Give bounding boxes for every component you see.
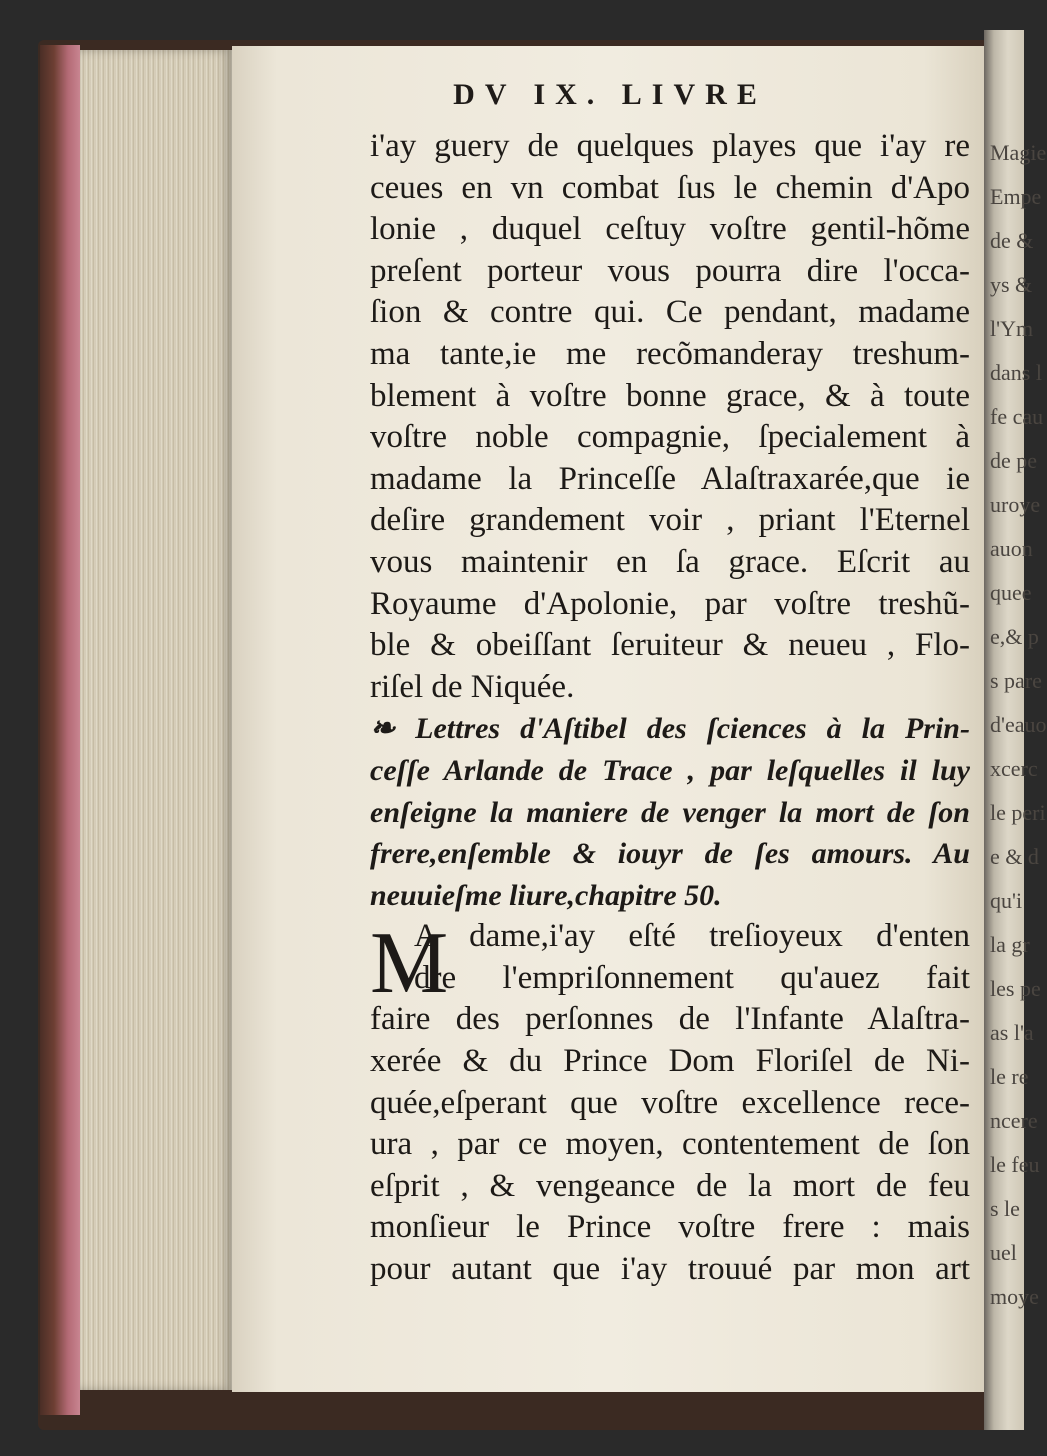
adjacent-page-fragment: s pare — [990, 668, 1042, 693]
body-text — [370, 126, 970, 708]
body-line: i'ay guery de quelques playes que i'ay re — [370, 128, 970, 164]
body-line: lonie , duquel ceſtuy voſtre gentil-hõme — [370, 211, 970, 248]
adjacent-page-fragment: le re — [990, 1064, 1029, 1089]
adjacent-page-fragment: de pe — [990, 448, 1038, 473]
body-line: blement à voſtre bonne grace, & à toute — [370, 377, 970, 414]
running-title: DV IX. LIVRE — [453, 78, 767, 111]
letter-line: faire des perſonnes de l'Infante Alaſtra- — [370, 1001, 970, 1038]
letter-line: pour autant que i'ay trouué par mon art — [370, 1251, 970, 1288]
letter-line: ura , par ce moyen, contentement de ſon — [370, 1126, 970, 1163]
body-line: vous maintenir en ſa grace. Eſcrit au — [370, 543, 970, 580]
body-line: ſion & contre qui. Ce pendant, madame — [370, 294, 970, 331]
chapter-heading — [370, 708, 970, 916]
heading-line: ❧ Lettres d'Aſtibel des ſciences à la Prin- — [370, 712, 970, 746]
adjacent-page-fragment: fe cau — [990, 404, 1044, 429]
adjacent-page-fragment: dans l — [990, 360, 1042, 385]
letter-line: dre l'empriſonnement qu'auez fait — [414, 959, 970, 996]
page-text — [370, 126, 970, 1291]
adjacent-page-fragment: ncere — [990, 1108, 1038, 1133]
adjacent-page — [984, 30, 1047, 1430]
adjacent-page-fragment: de & — [990, 228, 1034, 253]
adjacent-page-fragment: auon — [990, 536, 1033, 561]
adjacent-page-fragment: ys & — [990, 272, 1033, 297]
body-line: ble & obeiſſant ſeruiteur & neueu , Flo- — [370, 627, 970, 664]
letter-line: eſprit , & vengeance de la mort de feu — [370, 1167, 970, 1204]
body-line: ceues en vn combat ſus le chemin d'Apo — [370, 169, 970, 206]
body-line: Royaume d'Apolonie, par voſtre treshũ- — [370, 585, 970, 622]
drop-cap: M — [370, 915, 449, 1013]
adjacent-page-fragment: l'Ym — [990, 316, 1034, 341]
heading-line: enſeigne la maniere de venger la mort de ſon — [370, 795, 970, 829]
body-line: preſent porteur vous pourra dire l'occa- — [370, 252, 970, 289]
adjacent-page-fragment: le feu — [990, 1152, 1040, 1177]
adjacent-page-fragment: d'eauo — [990, 712, 1047, 737]
adjacent-page-fragment: xcerc — [990, 756, 1038, 781]
adjacent-page-fragment: e,& p — [990, 624, 1039, 649]
letter-line: xerée & du Prince Dom Floriſel de Ni- — [370, 1043, 970, 1080]
adjacent-page-fragment: s le — [990, 1196, 1020, 1221]
letter-line: quée,eſperant que voſtre excellence rece- — [370, 1084, 970, 1121]
adjacent-page-fragment: qu'i — [990, 888, 1023, 913]
heading-line: neuuieſme liure,chapitre 50. — [370, 878, 722, 912]
page-edges — [80, 50, 232, 1390]
body-line: voſtre noble compagnie, ſpecialement à — [370, 419, 970, 456]
book-spine — [40, 45, 80, 1415]
body-line: madame la Princeſſe Alaſtraxarée,que ie — [370, 460, 970, 497]
adjacent-page-fragment: le peri — [990, 800, 1046, 825]
letter-line: monſieur le Prince voſtre frere : mais — [370, 1209, 970, 1246]
heading-line: frere,enſemble & iouyr de ſes amours. Au — [370, 837, 970, 871]
adjacent-page-fragment: e & d — [990, 844, 1039, 869]
adjacent-page-fragment: la gr — [990, 932, 1030, 957]
adjacent-page-fragment: uel — [990, 1240, 1017, 1265]
letter-line: A dame,i'ay eſté treſioyeux d'enten — [414, 918, 970, 955]
adjacent-page-fragment: Magie — [990, 140, 1047, 165]
adjacent-page-fragment: as l'a — [990, 1020, 1034, 1045]
body-line: riſel de Niquée. — [370, 668, 575, 705]
body-line: ma tante,ie me recõmanderay treshum- — [370, 335, 970, 372]
adjacent-page-fragment: Empe — [990, 184, 1042, 209]
body-line: deſire grandement voir , priant l'Eternel — [370, 502, 970, 539]
heading-line: ceſſe Arlande de Trace , par leſquelles il luy — [370, 753, 970, 787]
adjacent-page-fragment: les pe — [990, 976, 1041, 1001]
adjacent-page-fragment: moye — [990, 1284, 1039, 1309]
adjacent-page-fragment: quee — [990, 580, 1032, 605]
letter-text — [370, 916, 970, 1290]
adjacent-page-fragment: uroye — [990, 492, 1041, 517]
